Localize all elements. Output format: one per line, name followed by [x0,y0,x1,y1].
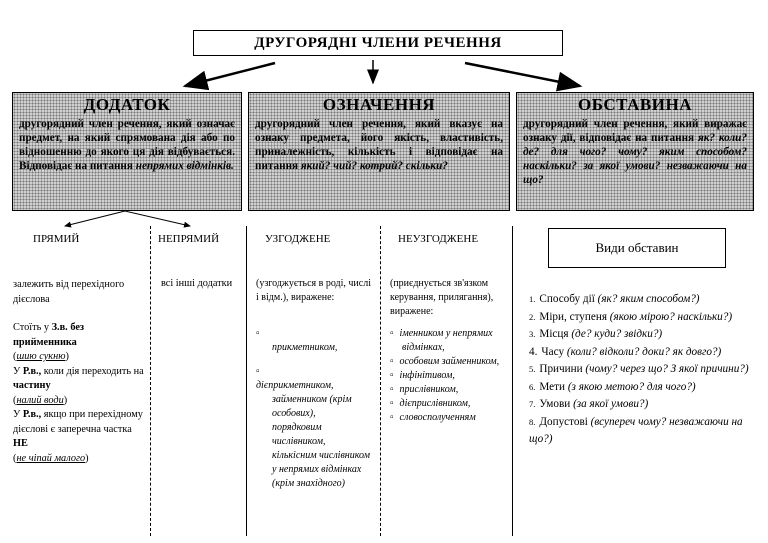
list-item: кількісним числівником у непрямих відмінках (крім знахідного) [272,450,371,489]
list-item: займенником (крім особових), [272,394,352,419]
list-item: 4. Часу (коли? відколи? доки? як довго?) [529,345,722,358]
types-box-title: Види обставин [595,240,679,255]
list-item: ▫ словосполученням [390,412,476,423]
list-item: ▫ прислівником, [390,384,459,395]
header-direct: ПРЯМИЙ [33,233,80,245]
agreed-attribute-description: (узгоджується в роді, числі і відм.), виражене: ▫ прикметником, ▫ дієприкметником, займенником (крім особових), порядковим числівником, кількісним числівником у непрямих відмінках (крім знахідного) [256,277,374,491]
types-of-adverbials-box [548,228,726,268]
connector-arrows [0,0,768,95]
category-definition: другорядний член речення, який означає предмет, на який спрямована дія або по відношенню до якого ця дія відбувається. Відповідає на питання непрямих відмінків. [19,118,235,172]
list-item: ▫ інфінітивом, [390,370,455,381]
list-item: ▫ прикметником, [256,328,338,353]
category-oznachennia [248,92,510,211]
list-item: ▫ дієприслівником, [390,398,471,409]
divider [150,226,151,536]
diagram-title: ДРУГОРЯДНІ ЧЛЕНИ РЕЧЕННЯ [193,30,563,56]
list-item: ▫ дієприкметником, [256,366,334,391]
adverbial-types-list [529,291,761,449]
nonagreed-attribute-description: (приєднується зв'язком керування, прилягання), виражене: ▫ іменником у непрямих відмінках, ▫ особовим займенником, ▫ інфінітивом, ▫ прислівником, ▫ дієприслівником, ▫ словосполученням [390,277,508,425]
list-item: 7. Умови (за якої умови?) [529,398,649,410]
list-item: ▫ особовим займенником, [390,356,500,367]
arrow-to-dodatok [185,63,275,86]
list-item: порядковим числівником, [272,422,326,447]
category-title: ДОДАТОК [83,95,171,114]
list-item: ▫ іменником у непрямих відмінках, [390,328,493,353]
category-definition: другорядний член речення, який вказує на ознаку предмета, його якість, властивість, приналежність, кількість і відповідає на питання який? чий? котрий? скільки? [255,118,503,172]
divider [380,226,381,536]
category-obstavyna [516,92,754,211]
category-title: ОБСТАВИНА [578,95,692,114]
list-item: 5. Причини (чому? через що? З якої причини?) [529,363,749,375]
header-indirect: НЕПРЯМИЙ [158,233,220,245]
divider [246,226,247,536]
category-dodatok [12,92,242,211]
indirect-object-description: всі інші додатки [161,278,233,289]
list-item: 3. Місця (де? куди? звідки?) [529,328,663,340]
category-title: ОЗНАЧЕННЯ [322,95,436,114]
divider [512,226,513,536]
arrow-to-obstavyna [465,63,580,86]
list-item: 1. Способу дії (як? яким способом?) [529,293,700,305]
header-agreed: УЗГОДЖЕНЕ [265,233,331,245]
direct-object-description: залежить від переxідного дієслова Стоїть у З.в. без прийменника (шию сукню) У Р.в., коли дія переходить на частину (налий води) У Р.в., якщо при перехідному дієслові є заперечна частка НЕ (не чіпай малого) [13,279,144,464]
list-item: 6. Мети (з якою метою? для чого?) [529,380,696,393]
list-item: 8. Допустові (всупереч чому? незважаючи на що?) [529,415,743,445]
list-item: 2. Міри, ступеня (якою мірою? наскільки?) [529,310,733,323]
header-nonagreed: НЕУЗГОДЖЕНЕ [398,233,479,245]
category-definition: другорядний член речення, який виражає ознаку дії, відповідає на питання як? коли? де? для чого? чому? яким способом? наскільки? за якої умови? незважаючи на що? [523,118,747,186]
dodatok-sub-arrows [0,208,250,233]
